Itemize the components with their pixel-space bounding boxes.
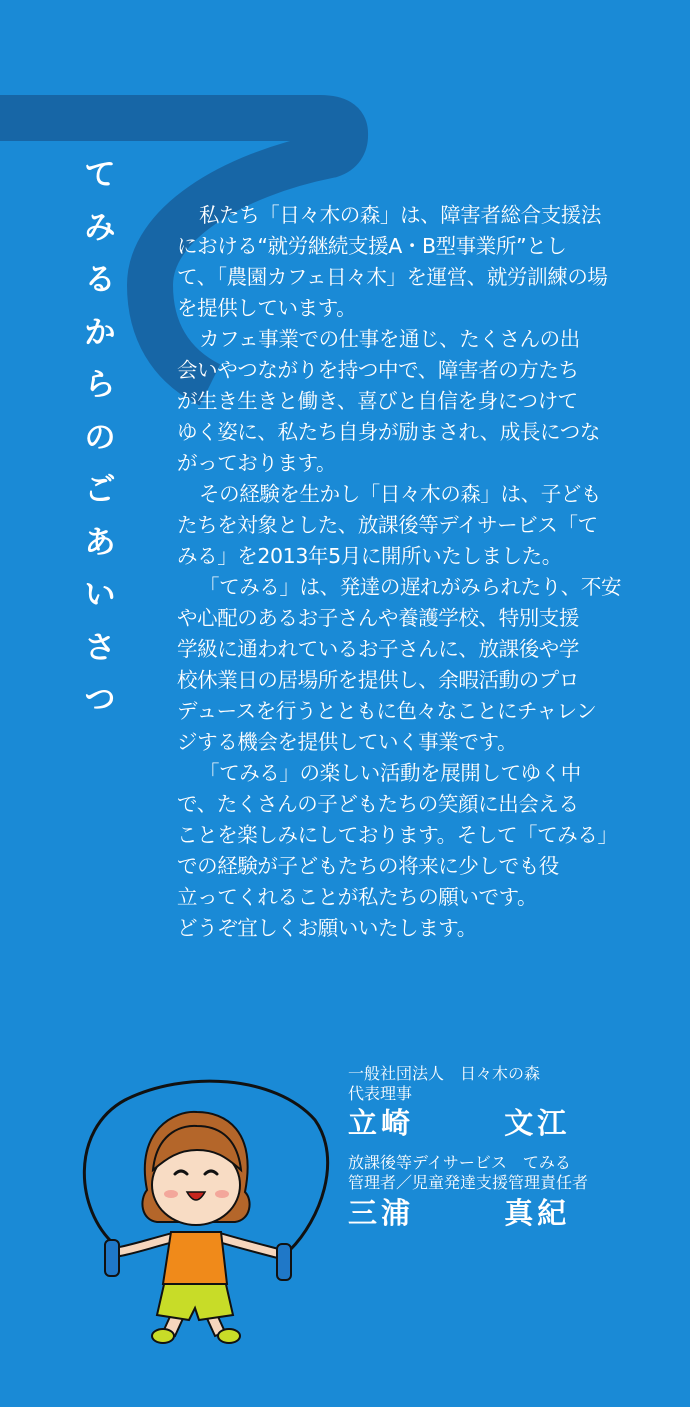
title-char: あ — [84, 524, 116, 561]
body-line: がっております。 — [177, 451, 337, 475]
shoes — [152, 1329, 240, 1343]
body-line: 私たち「日々木の森」は、障害者総合支援法 — [199, 203, 601, 227]
body-line: たちを対象とした、放課後等デイサービス「て — [177, 513, 598, 537]
title-char: る — [84, 262, 116, 298]
body-line: ゆく姿に、私たち自身が励まされ、成長につな — [177, 420, 600, 444]
representative-given-name: 文江 — [504, 1106, 571, 1141]
body-line: ジする機会を提供していく事業です。 — [177, 730, 518, 754]
body-line: カフェ事業での仕事を通じ、たくさんの出 — [199, 327, 580, 351]
body-line: における“就労継続支援A・B型事業所”とし — [177, 234, 567, 258]
title-char: ら — [84, 367, 116, 403]
page-title — [78, 157, 122, 738]
body-line: どうぞ宜しくお願いいたします。 — [177, 916, 477, 940]
title-char: つ — [84, 682, 116, 718]
shorts — [157, 1280, 233, 1320]
title-char: ご — [84, 472, 116, 508]
body-line: 会いやつながりを持つ中で、障害者の方たち — [177, 358, 579, 382]
representative-name — [348, 1106, 668, 1141]
body-line: が生き生きと働き、喜びと自信を身につけて — [177, 389, 578, 413]
facility-name: 放課後等デイサービス てみる — [348, 1153, 571, 1173]
body-line: で、たくさんの子どもたちの笑顔に出会える — [177, 792, 579, 816]
body-line: て、「農園カフェ日々木」を運営、就労訓練の場 — [177, 265, 608, 289]
body-line: 校休業日の居場所を提供し、余暇活動のプロ — [177, 668, 579, 692]
manager-name — [348, 1196, 668, 1231]
signature-block — [348, 1064, 668, 1242]
title-char: み — [84, 209, 116, 246]
body-line: 「てみる」の楽しい活動を展開してゆく中 — [199, 761, 581, 785]
manager-title: 管理者／児童発達支援管理責任者 — [348, 1173, 589, 1193]
manager-family-name: 三浦 — [348, 1195, 415, 1230]
title-char: か — [84, 314, 116, 351]
representative-family-name: 立崎 — [348, 1106, 415, 1141]
title-char: さ — [84, 629, 116, 666]
manager-given-name: 真紀 — [504, 1195, 571, 1230]
body-line: 「てみる」は、発達の遅れがみられたり、不安 — [199, 575, 622, 599]
title-char: の — [84, 419, 116, 456]
title-char: い — [84, 577, 116, 613]
body-line: デュースを行うとともに色々なことにチャレン — [177, 699, 597, 723]
organization-name: 一般社団法人 日々木の森 — [348, 1064, 541, 1083]
title-char: て — [84, 157, 116, 193]
body-line: みる」を2013年5月に開所いたしました。 — [177, 544, 562, 568]
girl-jumping-rope-illustration — [75, 1070, 335, 1370]
body-line: での経験が子どもたちの将来に少しでも役 — [177, 854, 559, 878]
body-line: その経験を生かし「日々木の森」は、子ども — [199, 482, 601, 506]
representative-title: 代表理事 — [348, 1084, 413, 1104]
body-line: ことを楽しみにしております。そして「てみる」 — [177, 823, 618, 847]
body-line: を提供しています。 — [177, 296, 357, 320]
body-line: 立ってくれることが私たちの願いです。 — [177, 885, 538, 909]
greeting-body — [177, 200, 622, 944]
shirt — [163, 1232, 227, 1284]
body-line: 学級に通われているお子さんに、放課後や学 — [177, 637, 579, 661]
body-line: や心配のあるお子さんや養護学校、特別支援 — [177, 606, 579, 630]
